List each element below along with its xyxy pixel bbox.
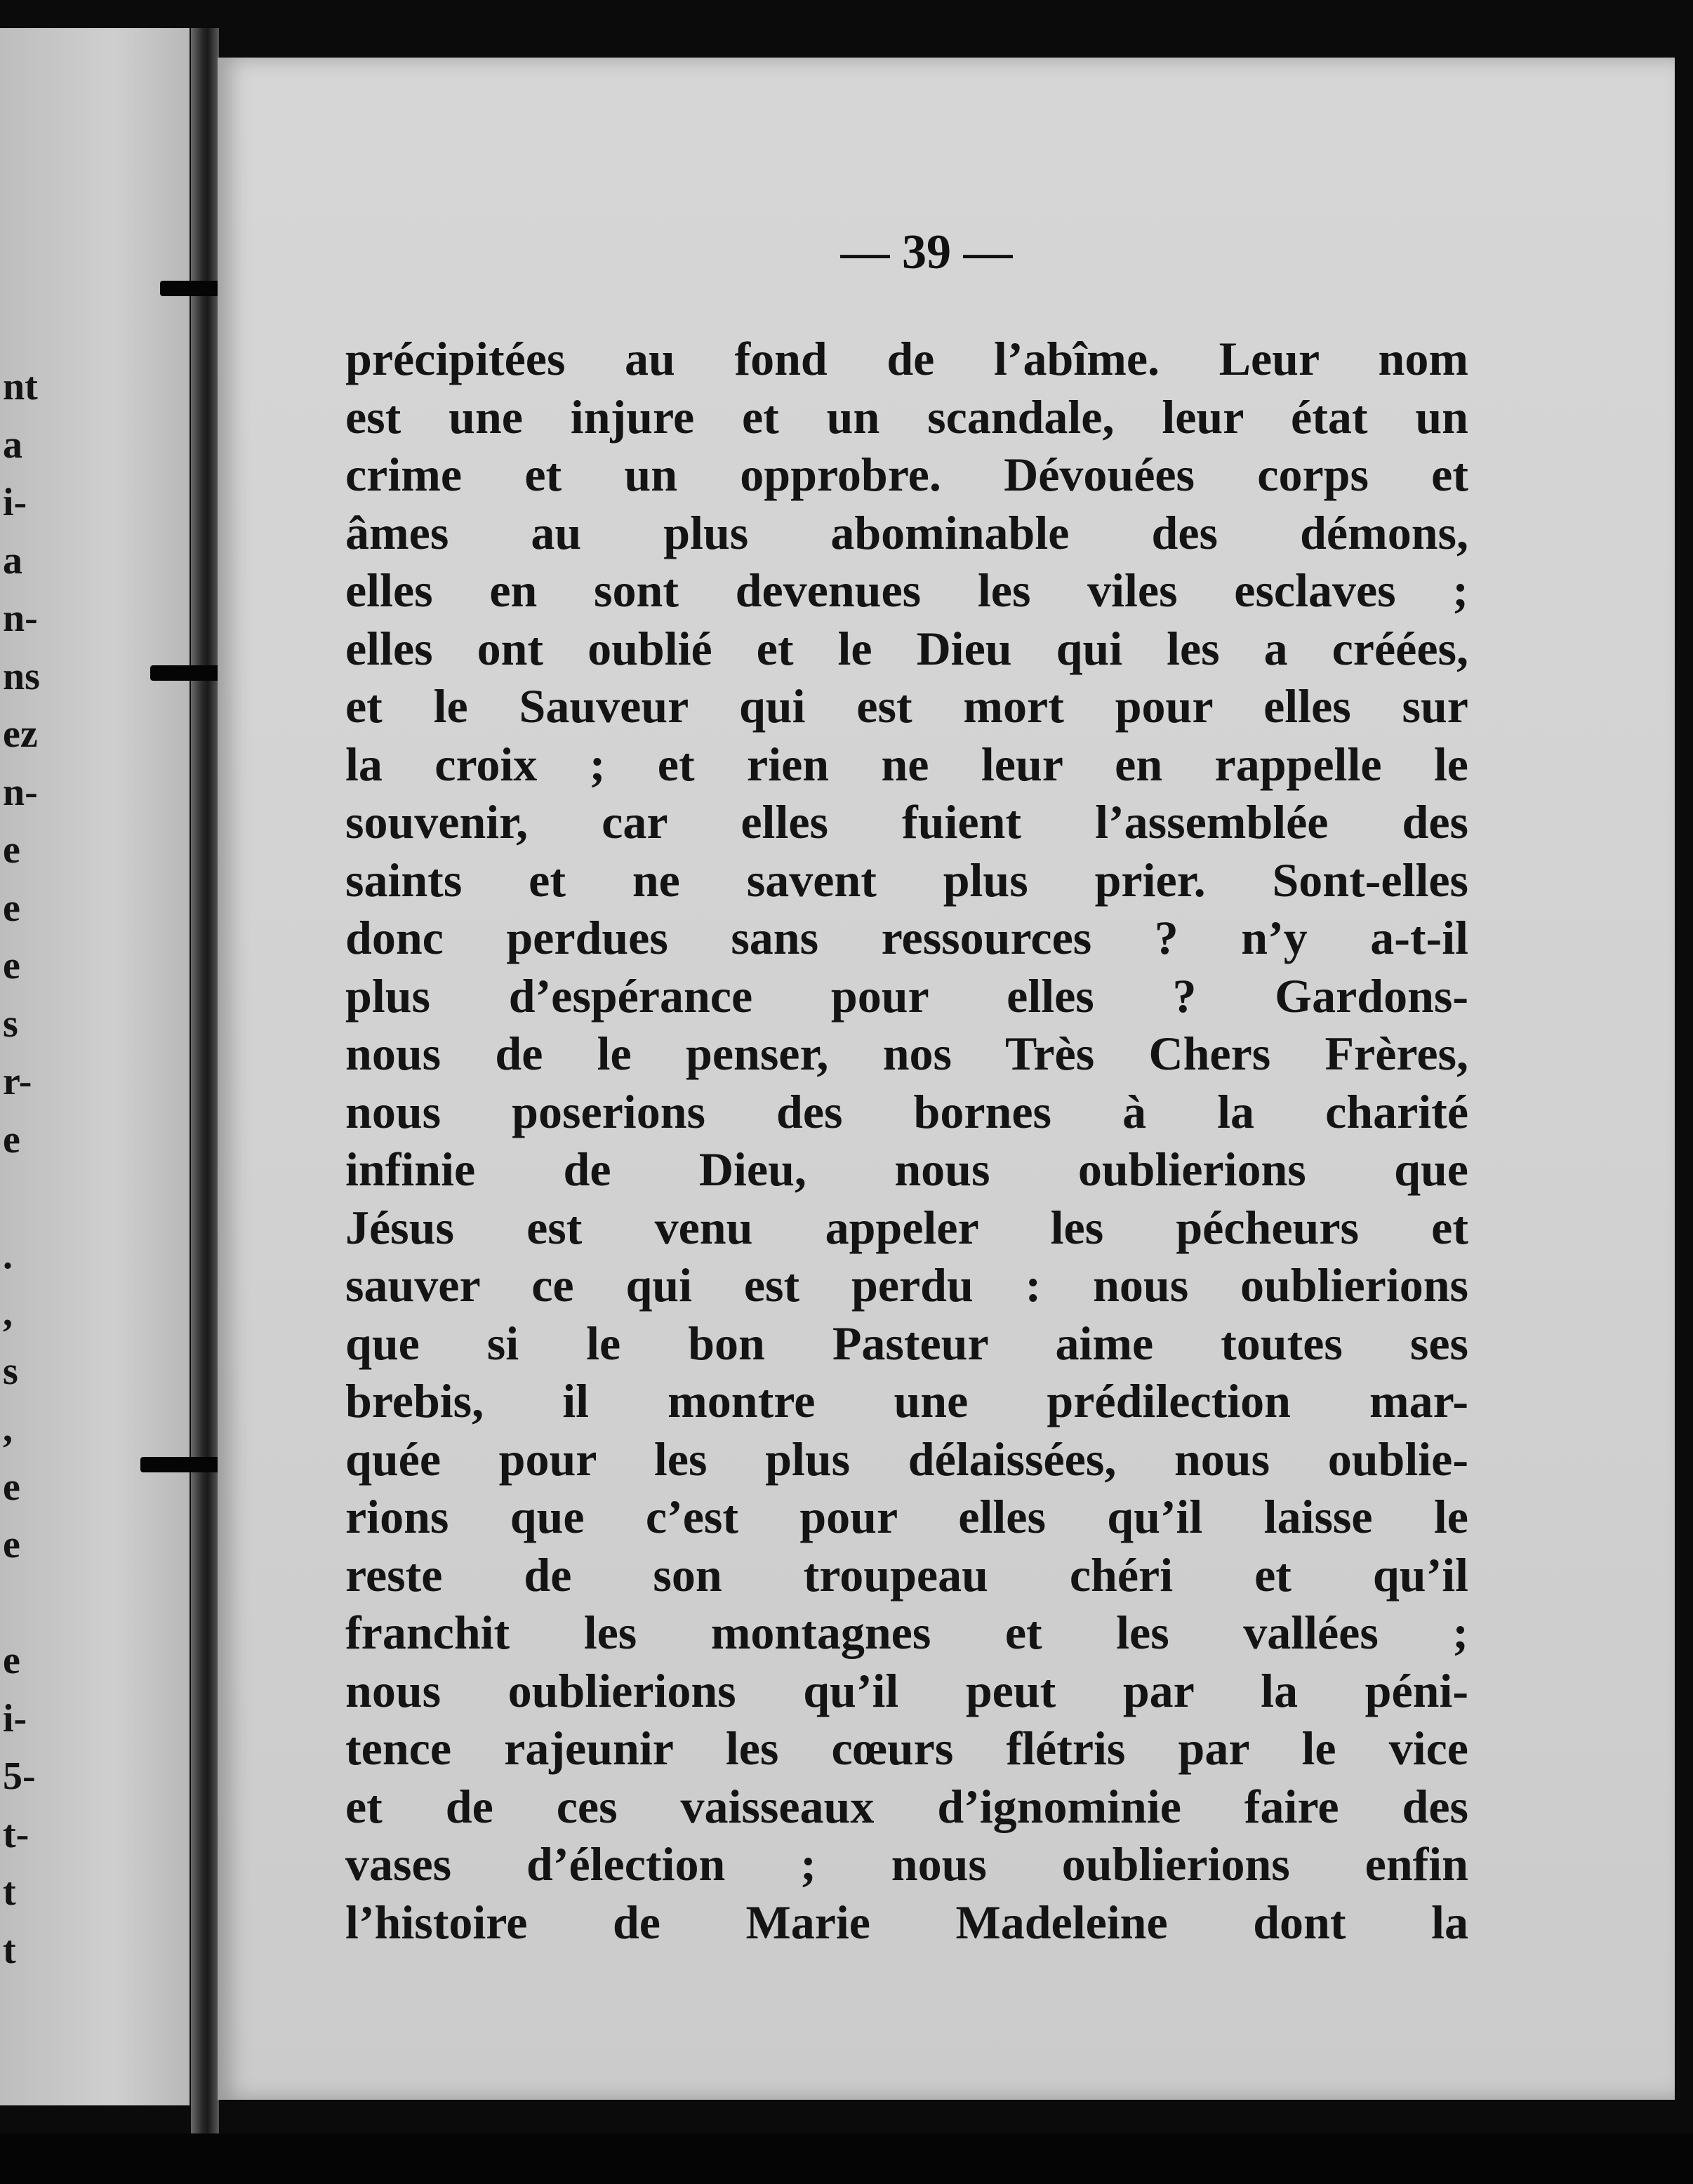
left-fragment: t (3, 1870, 16, 1914)
text-line: nous de le penser, nos Très Chers Frères, (345, 1027, 1468, 1080)
text-line: quée pour les plus délaissées, nous oublie- (345, 1432, 1468, 1486)
left-fragment: s (3, 1001, 18, 1046)
left-fragment (3, 1168, 45, 1227)
left-fragment: . (3, 1233, 13, 1277)
left-fragment: , (3, 1407, 13, 1451)
text-line: infinie de Dieu, nous oublierions que (345, 1143, 1468, 1196)
text-line: elles ont oublié et le Dieu qui les a créées, (345, 621, 1468, 675)
left-fragment: i- (3, 1696, 27, 1740)
left-fragment: t- (3, 1812, 29, 1856)
text-line: la croix ; et rien ne leur en rappelle le (345, 737, 1468, 791)
text-line: tence rajeunir les cœurs flétris par le vice (345, 1722, 1468, 1775)
left-fragment: 5- (3, 1754, 36, 1798)
text-line: vases d’élection ; nous oublierions enfin (345, 1837, 1468, 1891)
text-line: l’histoire de Marie Madeleine dont la (345, 1895, 1468, 1949)
left-fragment: i- (3, 481, 27, 524)
text-line: plus d’espérance pour elles ? Gardons- (345, 968, 1468, 1023)
left-fragment: e (3, 944, 20, 987)
left-fragment: s (3, 1349, 18, 1393)
left-fragment: e (3, 1465, 20, 1509)
left-fragment: n- (3, 770, 38, 814)
left-fragment: nt (3, 365, 38, 408)
left-fragment: r- (3, 1060, 32, 1103)
text-line: rions que c’est pour elles qu’il laisse le (345, 1490, 1468, 1543)
text-line: elles en sont devenues les viles esclaves ; (345, 564, 1468, 617)
left-fragment (3, 1574, 45, 1632)
text-line: saints et ne savent plus prier. Sont-elles (345, 853, 1468, 907)
left-fragment: a (3, 422, 22, 467)
text-line: sauver ce qui est perdu : nous oublierions (345, 1258, 1468, 1312)
left-fragment: e (3, 1117, 20, 1161)
text-line: souvenir, car elles fuient l’assemblée des (345, 795, 1468, 848)
text-line: Jésus est venu appeler les pécheurs et (345, 1200, 1468, 1254)
left-fragment: e (3, 828, 20, 872)
left-fragment: e (3, 1523, 20, 1566)
text-line: reste de son troupeau chéri et qu’il (345, 1547, 1468, 1602)
left-page (0, 28, 190, 2105)
text-line: brebis, il montre une prédilection mar- (345, 1374, 1468, 1427)
text-line: que si le bon Pasteur aime toutes ses (345, 1316, 1468, 1370)
page-number: — 39 — (840, 225, 1013, 279)
left-fragment: e (3, 886, 20, 930)
text-line: et de ces vaisseaux d’ignominie faire des (345, 1779, 1468, 1833)
text-line: âmes au plus abominable des démons, (345, 505, 1468, 559)
page-body-text (345, 330, 1468, 1951)
left-fragment: , (3, 1291, 13, 1335)
scan-bottom-edge (0, 2133, 1693, 2184)
left-fragment: e (3, 1639, 20, 1682)
text-line: nous poserions des bornes à la charité (345, 1084, 1468, 1138)
text-line: et le Sauveur qui est mort pour elles sur (345, 679, 1468, 733)
book-spine (191, 28, 219, 2162)
left-fragment: t (3, 1928, 16, 1972)
text-line: crime et un opprobre. Dévouées corps et (345, 448, 1468, 501)
left-fragment: ns (3, 654, 40, 698)
left-page-fragments (3, 358, 45, 1979)
text-line: donc perdues sans ressources ? n’y a-t-il (345, 911, 1468, 964)
text-line: est une injure et un scandale, leur état un (345, 389, 1468, 444)
text-line: précipitées au fond de l’abîme. Leur nom (345, 332, 1468, 385)
left-fragment: ez (3, 712, 38, 756)
text-line: franchit les montagnes et les vallées ; (345, 1606, 1468, 1659)
left-fragment: n- (3, 597, 38, 640)
left-fragment: a (3, 538, 22, 582)
text-line: nous oublierions qu’il peut par la péni- (345, 1663, 1468, 1717)
